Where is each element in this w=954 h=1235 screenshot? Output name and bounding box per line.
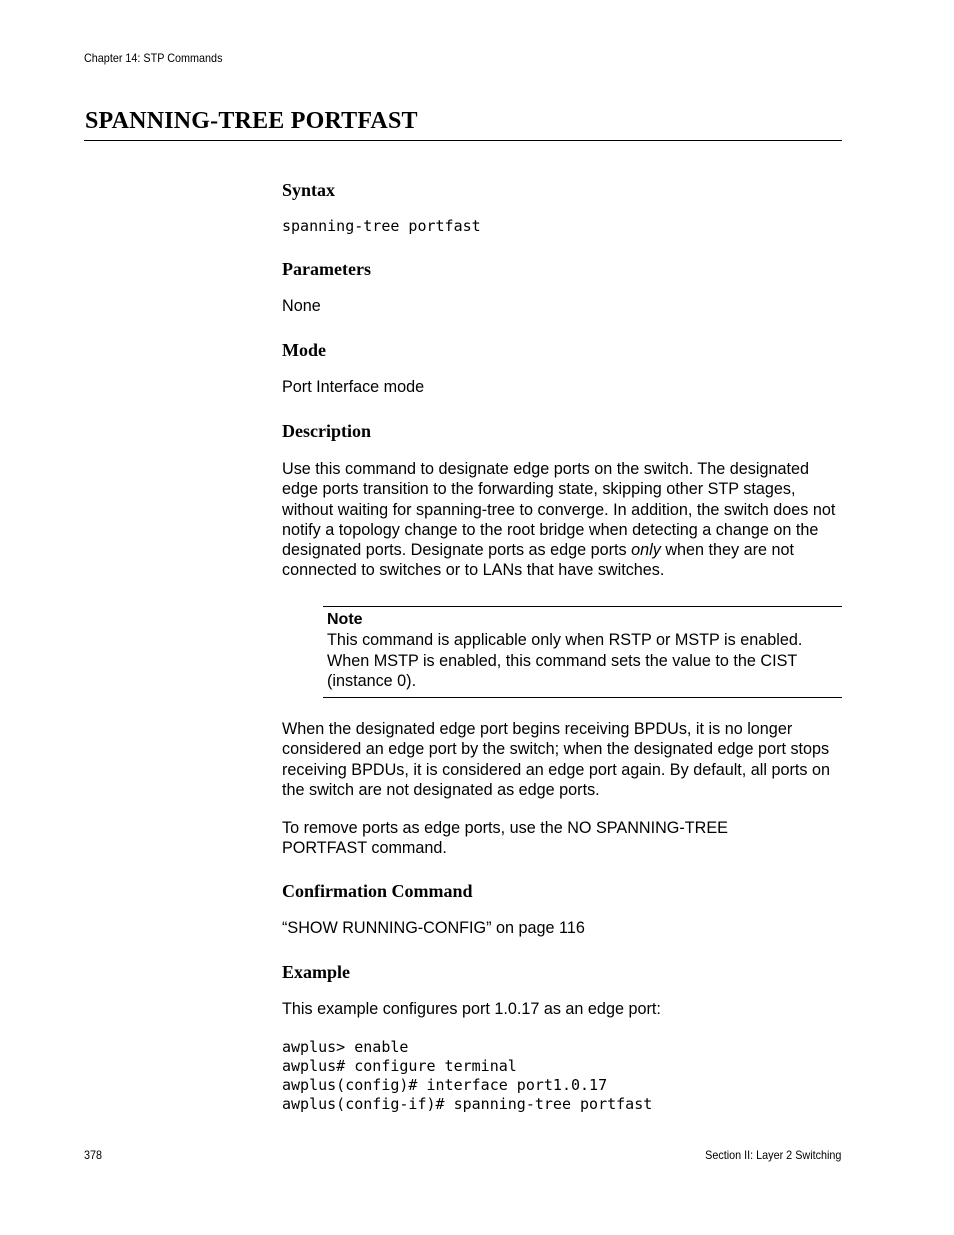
- parameters-text: None: [282, 297, 321, 315]
- code-line: awplus(config)# interface port1.0.17: [282, 1076, 608, 1094]
- code-line: awplus(config-if)# spanning-tree portfast: [282, 1095, 653, 1113]
- description-text-part-2: when they are not connected to switches or to LANs that have switches.: [282, 541, 795, 580]
- description-paragraph-2: When the designated edge port begins receiving BPDUs, it is no longer considered an edge port by the switch; when the designated edge port stops receiving BPDUs, it is considered an edge port again. By default, all ports on the switch are not designated as edge ports.: [282, 720, 830, 799]
- description-paragraph-3: To remove ports as edge ports, use the NO SPANNING-TREE PORTFAST command.: [282, 819, 728, 858]
- chapter-header: Chapter 14: STP Commands: [84, 51, 223, 65]
- mode-text: Port Interface mode: [282, 378, 425, 396]
- confirmation-link[interactable]: “SHOW RUNNING-CONFIG” on page 116: [282, 919, 585, 937]
- example-code-block: [282, 1038, 652, 1114]
- code-line: awplus# configure terminal: [282, 1057, 517, 1075]
- code-line: awplus> enable: [282, 1038, 409, 1056]
- confirmation-heading: Confirmation Command: [282, 881, 473, 901]
- description-heading: Description: [282, 421, 371, 441]
- title-divider: [84, 140, 842, 141]
- mode-heading: Mode: [282, 340, 326, 360]
- note-text: This command is applicable only when RSTP or MSTP is enabled. When MSTP is enabled, this command sets the value to the CIST (instance 0).: [327, 631, 803, 690]
- example-intro: This example configures port 1.0.17 as an edge port:: [282, 1000, 661, 1018]
- parameters-heading: Parameters: [282, 259, 371, 279]
- description-paragraph-1: [282, 459, 844, 581]
- example-heading: Example: [282, 962, 351, 982]
- syntax-heading: Syntax: [282, 180, 336, 200]
- note-label: Note: [327, 611, 363, 628]
- syntax-command: spanning-tree portfast: [282, 217, 481, 235]
- description-text-part-1: Use this command to designate edge ports on the switch. The designated edge ports transition to the forwarding state, skipping other STP stages, without waiting for spanning-tree to converge. In addition, the switch does not notify a topology change to the root bridge when detecting a change on the designated ports. Designate ports as edge ports: [282, 460, 836, 560]
- note-box: [323, 606, 842, 698]
- description-emphasis: only: [631, 541, 661, 560]
- page-title: SPANNING-TREE PORTFAST: [85, 108, 418, 134]
- page-number: 378: [84, 1148, 103, 1162]
- footer-section: Section II: Layer 2 Switching: [704, 1148, 841, 1162]
